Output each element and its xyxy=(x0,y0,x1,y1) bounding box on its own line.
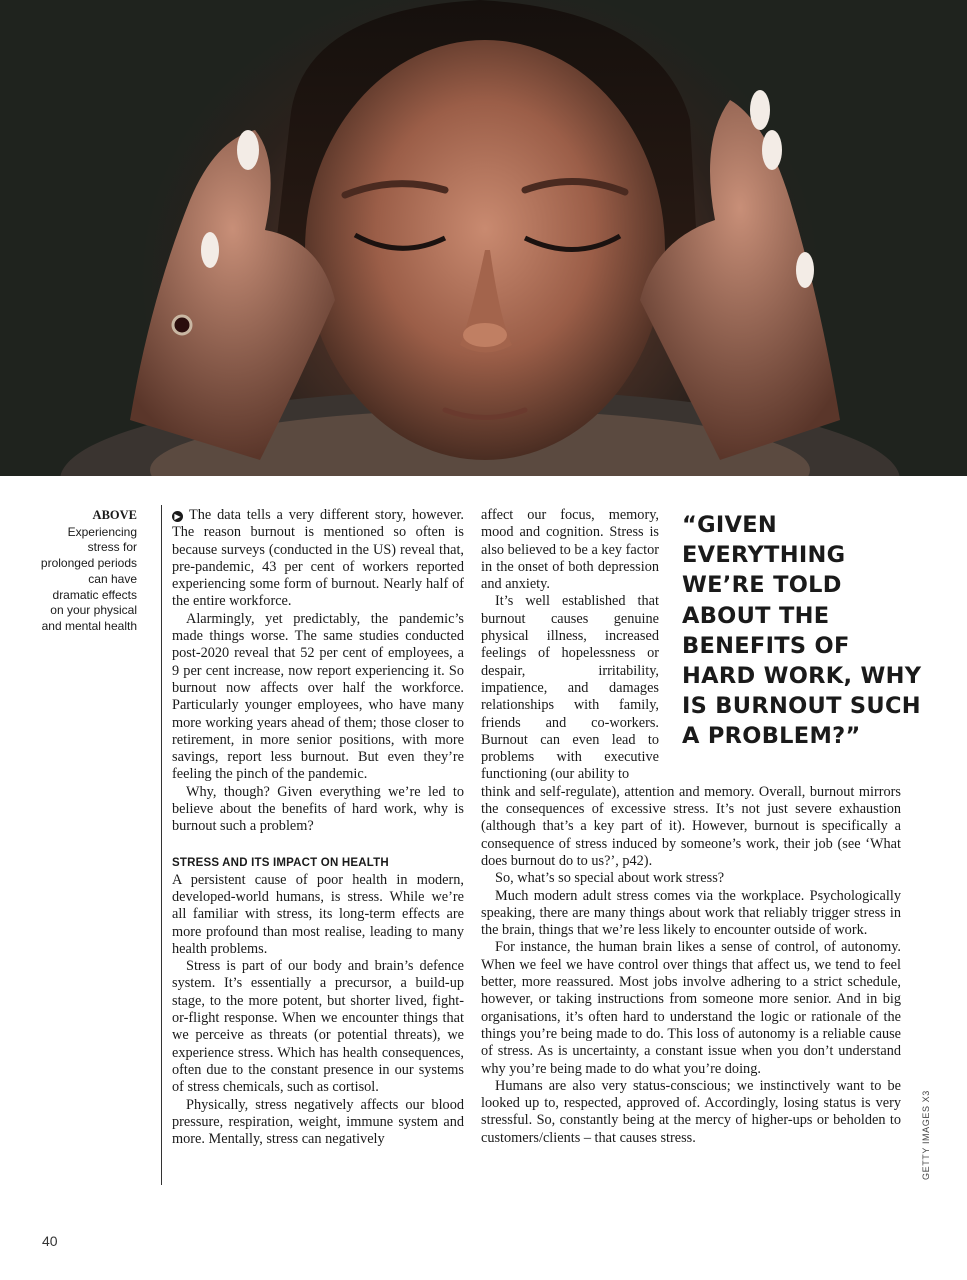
photo-caption xyxy=(40,508,137,635)
paragraph: Why, though? Given everything we’re led to believe about the benefits of hard work, why is burnout such a problem? xyxy=(172,783,464,835)
hero-photo xyxy=(0,0,967,476)
caption-text: Experiencing stress for prolonged periods can have dramatic effects on your physical and mental health xyxy=(40,524,137,633)
column-2-narrow-section xyxy=(481,507,659,784)
paragraph: ▶ The data tells a very different story, however. The reason burnout is mentioned so often is because surveys (conducted in the US) reveal that, pre-pandemic, 43 per cent of workers reported experiencing some form of burnout. Nearly half of the entire workforce. xyxy=(172,507,464,610)
paragraph: Stress is part of our body and brain’s defence system. It’s essentially a precursor, a build-up stage, to the more potent, but shorter lived, fight-or-flight response. When we encounter things that we perceive as threats (or potential threats), we experience stress. Which has health consequences, often due to the constant presence in our systems of stress chemicals, such as cortisol. xyxy=(172,958,464,1096)
page-number: 40 xyxy=(42,1233,58,1249)
paragraph: Much modern adult stress comes via the workplace. Psychologically speaking, there are many things about work that reliably trigger stress in the brain, things that we’re less likely to encounter outside of work. xyxy=(481,887,901,939)
continue-arrow-icon: ▶ xyxy=(172,511,183,522)
paragraph: think and self-regulate), attention and memory. Overall, burnout mirrors the consequences of excessive stress. It’s not just severe exhaustion (although that’s a key part of it). However, burnout is specifically a consequence of stress induced by someone’s work, their job (see ‘What does burnout do to us?’, p42). xyxy=(481,783,901,869)
paragraph: affect our focus, memory, mood and cognition. Stress is also believed to be a key factor in the onset of both depression and anxiety. xyxy=(481,507,659,593)
section-subheading: STRESS AND ITS IMPACT ON HEALTH xyxy=(172,856,389,869)
paragraph: Humans are also very status-conscious; we instinctively want to be looked up to, respected, approved of. Accordingly, losing status is very stressful. So, constantly being at the mercy of higher-ups or beholden to customers/clients – that causes stress. xyxy=(481,1077,901,1146)
caption-label: ABOVE xyxy=(92,508,137,522)
article-column-1 xyxy=(172,507,464,1148)
woman-rubbing-temples-illustration xyxy=(0,0,967,476)
pull-quote: “GIVEN EVERYTHING WE’RE TOLD ABOUT THE BENEFITS OF HARD WORK, WHY IS BURNOUT SUCH A PROBLEM?” xyxy=(682,512,922,750)
paragraph: A persistent cause of poor health in modern, developed-world humans, is stress. While we’re all familiar with stress, its long-term effects are more profound than most realise, leading to many health problems. xyxy=(172,871,464,957)
paragraph: Alarmingly, yet predictably, the pandemic’s made things worse. The same studies conducted post-2020 reveal that 52 per cent of employees, a 9 per cent increase, now report experiencing it. So burnout now affects over half the workforce. Particularly younger employees, who have many more working years ahead of them; those closer to retirement, in more senior positions, with more savings, report less burnout. But even they’re feeling the pinch of the pandemic. xyxy=(172,610,464,783)
photo-credit: GETTY IMAGES X3 xyxy=(921,1090,931,1180)
paragraph: It’s well established that burnout causes genuine physical illness, increased feelings of hopelessness or despair, irritability, impatience, and damages relationships with family, friends and co-workers. Burnout can even lead to problems with executive functioning (our ability to xyxy=(481,593,659,783)
paragraph: So, what’s so special about work stress? xyxy=(495,870,725,887)
paragraph: For instance, the human brain likes a sense of control, of autonomy. When we feel we have control over things that affect us, we tend to feel better, more reassured. Most jobs involve adhering to a strict schedule, however, or taking instructions from someone more senior. And in big organisations, it’s often hard to understand the logic or rationale of the things you’re being made to do. This loss of autonomy is a reliable cause of stress. As is uncertainty, a constant issue when you don’t understand why you’re being made to do what you’re doing. xyxy=(481,939,901,1077)
column-divider xyxy=(161,505,162,1185)
paragraph: Physically, stress negatively affects our blood pressure, respiration, weight, immune system and more. Mentally, stress can negatively xyxy=(172,1096,464,1148)
